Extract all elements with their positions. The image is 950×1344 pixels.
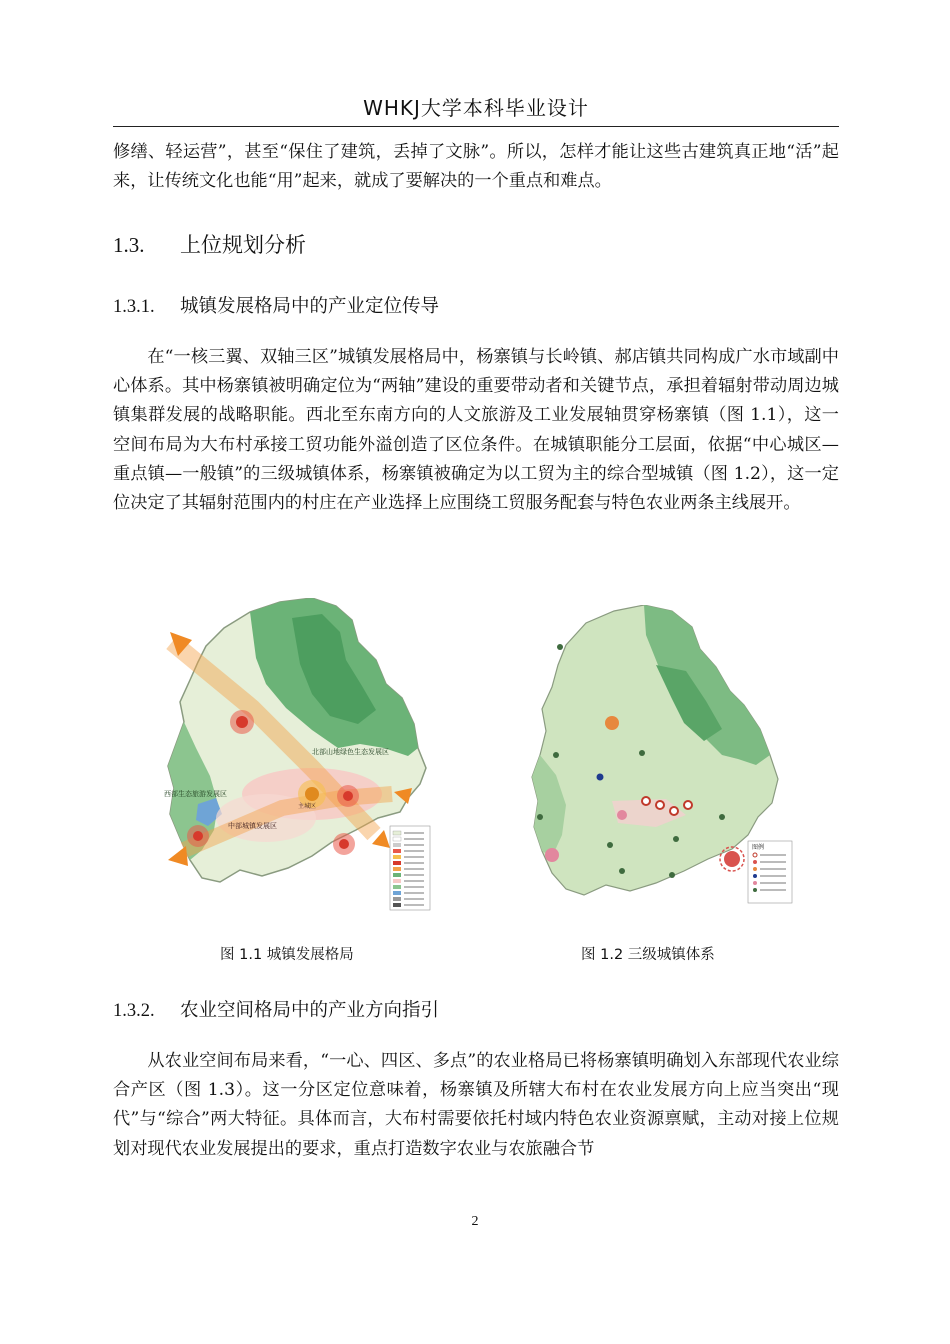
map-label-central-zone: 中部城镇发展区 (228, 822, 277, 830)
section-heading-1-3-2 (113, 996, 439, 1022)
paragraph-1-3-2: 从农业空间布局来看，“一心、四区、多点”的农业格局已将杨寨镇明确划入东部现代农业综合产区（图 1.3）。这一分区定位意味着，杨寨镇及所辖大布村在农业发展方向上应当突出“现代”与“综合”两大特征。具体而言，大布村需要依托村域内特色农业资源禀赋，主动对接上位规划对现代农业发展提出的要求，重点打造数字农业与农旅融合节 (113, 1051, 839, 1159)
section-heading-1-3 (113, 229, 306, 259)
page-header: WHKJ大学本科毕业设计 (363, 96, 589, 120)
map-label-core: 主城区 (298, 803, 317, 810)
section-title: 农业空间格局中的产业方向指引 (180, 1000, 440, 1021)
map-label-north-zone: 北部山地绿色生态发展区 (312, 748, 389, 756)
map-label-west-zone: 西部生态旅游发展区 (164, 790, 227, 798)
section-number: 1.3.1. (113, 297, 155, 317)
section-title: 城镇发展格局中的产业定位传导 (180, 296, 440, 317)
section-number: 1.3.2. (113, 1001, 155, 1021)
header-rule (113, 126, 839, 127)
section-heading-1-3-1 (113, 292, 439, 318)
figure-1-1-caption: 图 1.1 城镇发展格局 (220, 947, 354, 963)
legend-title: 图例 (752, 844, 765, 851)
figure-town-system-map (526, 605, 796, 907)
paragraph-continued: 修缮、轻运营”，甚至“保住了建筑，丢掉了文脉”。所以，怎样才能让这些古建筑真正地“活”起来，让传统文化也能“用”起来，就成了要解决的一个重点和难点。 (113, 142, 839, 192)
page-number: 2 (471, 1214, 479, 1229)
section-title: 上位规划分析 (180, 233, 306, 257)
figure-1-2-caption: 图 1.2 三级城镇体系 (581, 947, 715, 963)
section-number: 1.3. (113, 233, 145, 257)
figure-town-development-map (162, 598, 434, 914)
paragraph-1-3-1: 在“一核三翼、双轴三区”城镇发展格局中，杨寨镇与长岭镇、郝店镇共同构成广水市域副中心体系。其中杨寨镇被明确定位为“两轴”建设的重要带动者和关键节点，承担着辐射带动周边城镇集群发展的战略职能。西北至东南方向的人文旅游及工业发展轴贯穿杨寨镇（图 1.1），这一空间布局为大布村承接工贸功能外溢创造了区位条件。在城镇职能分工层面，依据“中心城区—重点镇—一般镇”的三级城镇体系，杨寨镇被确定为以工贸为主的综合型城镇（图 1.2），这一定位决定了其辐射范围内的村庄在产业选择上应围绕工贸服务配套与特色农业两条主线展开。 (113, 347, 839, 514)
